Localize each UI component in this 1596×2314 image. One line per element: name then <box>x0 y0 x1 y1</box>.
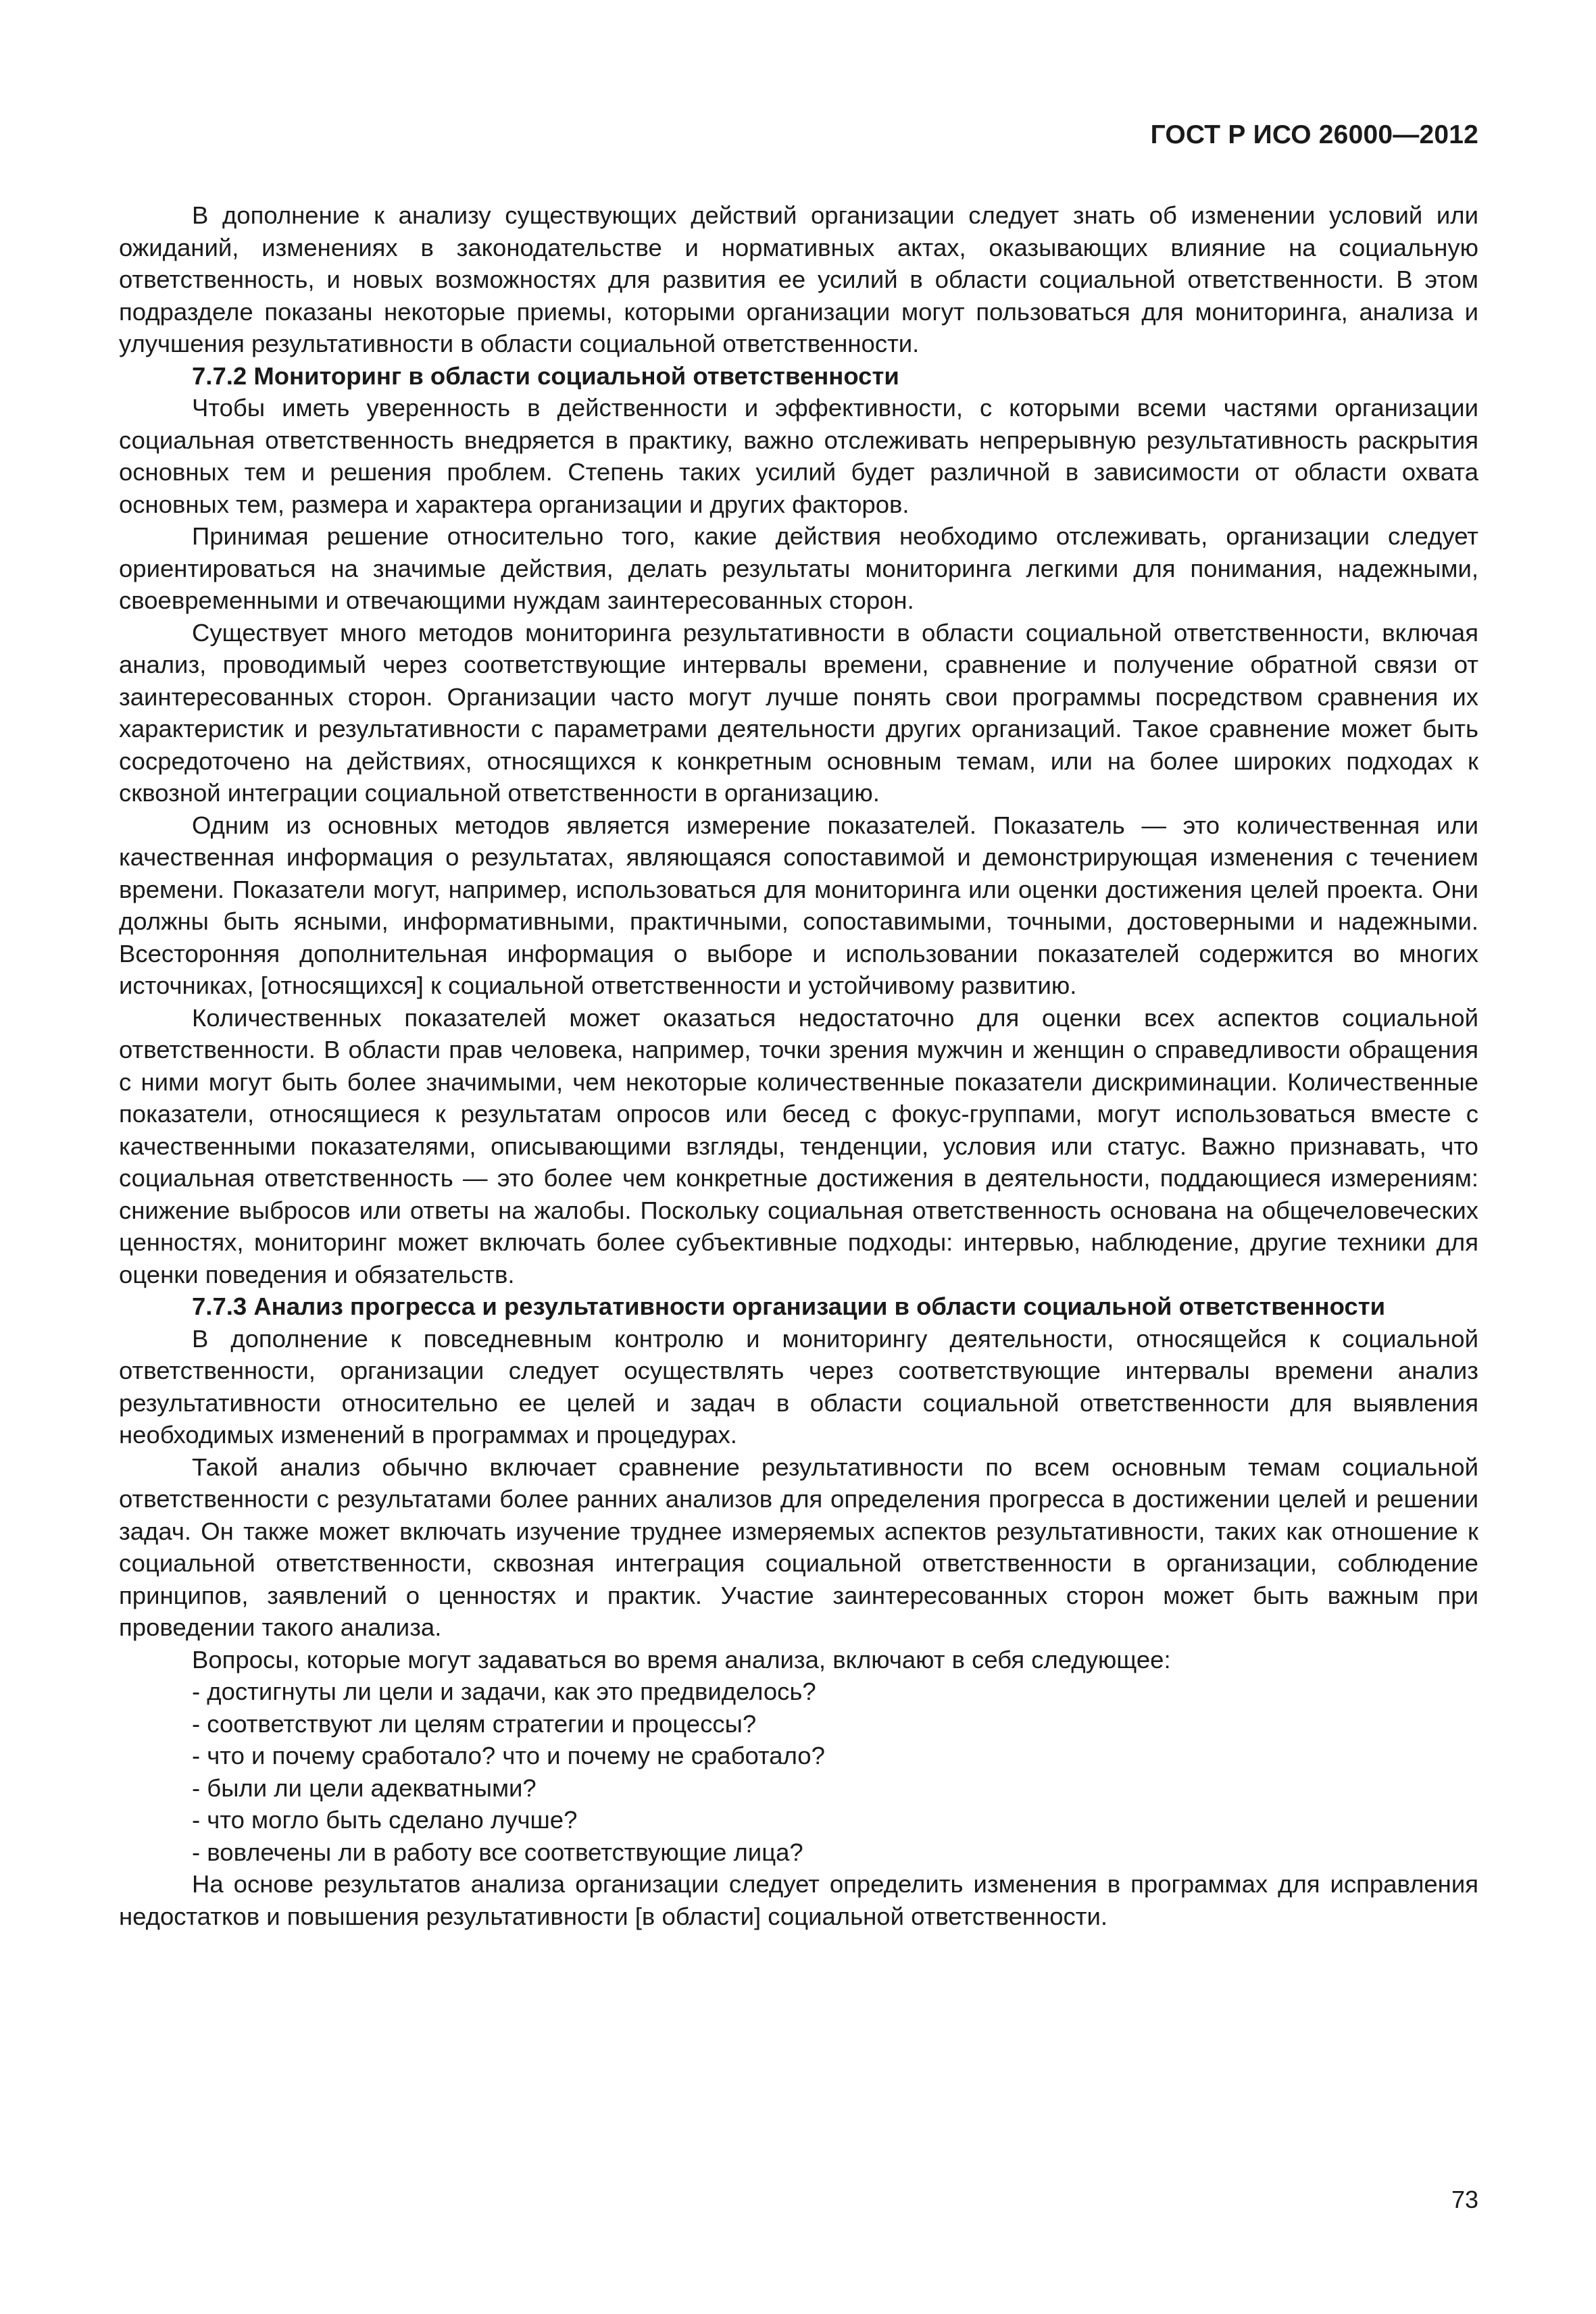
body-text <box>119 199 1478 1932</box>
list-item: - соответствуют ли целям стратегии и процессы? <box>192 1709 757 1738</box>
paragraph: Вопросы, которые могут задаваться во время анализа, включают в себя следующее: <box>192 1645 1171 1674</box>
paragraph: Такой анализ обычно включает сравнение результативности по всем основным темам социальной ответственности с результатами более ранних анализов для определения прогресса в достижении целей и решении задач. Он также может включать изучение труднее измеряемых аспектов результативности, таких как отношение к социальной ответственности, сквозная интеграция социальной ответственности в организации, соблюдение принципов, заявлений о ценностях и практик. Участие заинтересованных сторон может быть важным при проведении такого анализа. <box>119 1453 1478 1641</box>
paragraph: В дополнение к повседневным контролю и мониторингу деятельности, относящейся к социальной ответственности, организации следует осуществлять через соответствующие интервалы времени анализ результативности относительно ее целей и задач в области социальной ответственности для выявления необходимых изменений в программах и процедурах. <box>119 1324 1478 1449</box>
list-item: - вовлечены ли в работу все соответствующие лица? <box>192 1838 803 1866</box>
list-item: - были ли цели адекватными? <box>192 1774 537 1802</box>
page-number: 73 <box>1451 2186 1478 2213</box>
document-page <box>119 0 1478 2314</box>
paragraph: Одним из основных методов является измерение показателей. Показатель — это количественная или качественная информация о результатах, являющаяся сопоставимой и демонстрирующая изменения с течением времени. Показатели могут, например, использоваться для мониторинга или оценки достижения целей проекта. Они должны быть ясными, информативными, практичными, сопоставимыми, точными, достоверными и надежными. Всесторонняя дополнительная информация о выборе и использовании показателей содержится во многих источниках, [относящихся] к социальной ответственности и устойчивому развитию. <box>119 811 1478 999</box>
paragraph: В дополнение к анализу существующих действий организации следует знать об изменении условий или ожиданий, изменениях в законодательстве и нормативных актах, оказывающих влияние на социальную ответственность, и новых возможностях для развития ее усилий в области социальной ответственности. В этом подразделе показаны некоторые приемы, которыми организации могут пользоваться для мониторинга, анализа и улучшения результативности в области социальной ответственности. <box>119 201 1478 357</box>
paragraph: Количественных показателей может оказаться недостаточно для оценки всех аспектов социальной ответственности. В области прав человека, например, точки зрения мужчин и женщин о справедливости обращения с ними могут быть более значимыми, чем некоторые количественные показатели дискриминации. Количественные показатели, относящиеся к результатам опросов или бесед с фокус-группами, могут использоваться вместе с качественными показателями, описывающими взгляды, тенденции, условия или статус. Важно признавать, что социальная ответственность — это более чем конкретные достижения в деятельности, поддающиеся измерениям: снижение выбросов или ответы на жалобы. Поскольку социальная ответственность основана на общечеловеческих ценностях, мониторинг может включать более субъективные подходы: интервью, наблюдение, другие техники для оценки поведения и обязательств. <box>119 1003 1478 1288</box>
paragraph: На основе результатов анализа организации следует определить изменения в программах для исправления недостатков и повышения результативности [в области] социальной ответственности. <box>119 1870 1478 1930</box>
paragraph: Чтобы иметь уверенность в действенности и эффективности, с которыми всеми частями организации социальная ответственность внедряется в практику, важно отслеживать непрерывную результативность раскрытия основных тем и решения проблем. Степень таких усилий будет различной в зависимости от области охвата основных тем, размера и характера организации и других факторов. <box>119 394 1478 518</box>
section-heading-7-7-2: 7.7.2 Мониторинг в области социальной ответственности <box>192 361 899 390</box>
list-item: - достигнуты ли цели и задачи, как это предвиделось? <box>192 1678 816 1705</box>
paragraph: Существует много методов мониторинга результативности в области социальной ответственности, включая анализ, проводимый через соответствующие интервалы времени, сравнение и получение обратной связи от заинтересованных сторон. Организации часто могут лучше понять свои программы посредством сравнения их характеристик и результативности с параметрами деятельности других организаций. Такое сравнение может быть сосредоточено на действиях, относящихся к конкретным основным темам, или на более широких подходах к сквозной интеграции социальной ответственности в организацию. <box>119 618 1478 807</box>
paragraph: Принимая решение относительно того, какие действия необходимо отслеживать, организации следует ориентироваться на значимые действия, делать результаты мониторинга легкими для понимания, надежными, своевременными и отвечающими нуждам заинтересованных сторон. <box>119 522 1478 614</box>
section-heading-7-7-3: 7.7.3 Анализ прогресса и результативности организации в области социальной ответственности <box>192 1292 1386 1320</box>
list-item: - что могло быть сделано лучше? <box>192 1806 578 1834</box>
list-item: - что и почему сработало? что и почему не сработало? <box>192 1742 825 1769</box>
standard-code-header: ГОСТ Р ИСО 26000—2012 <box>1150 120 1478 149</box>
